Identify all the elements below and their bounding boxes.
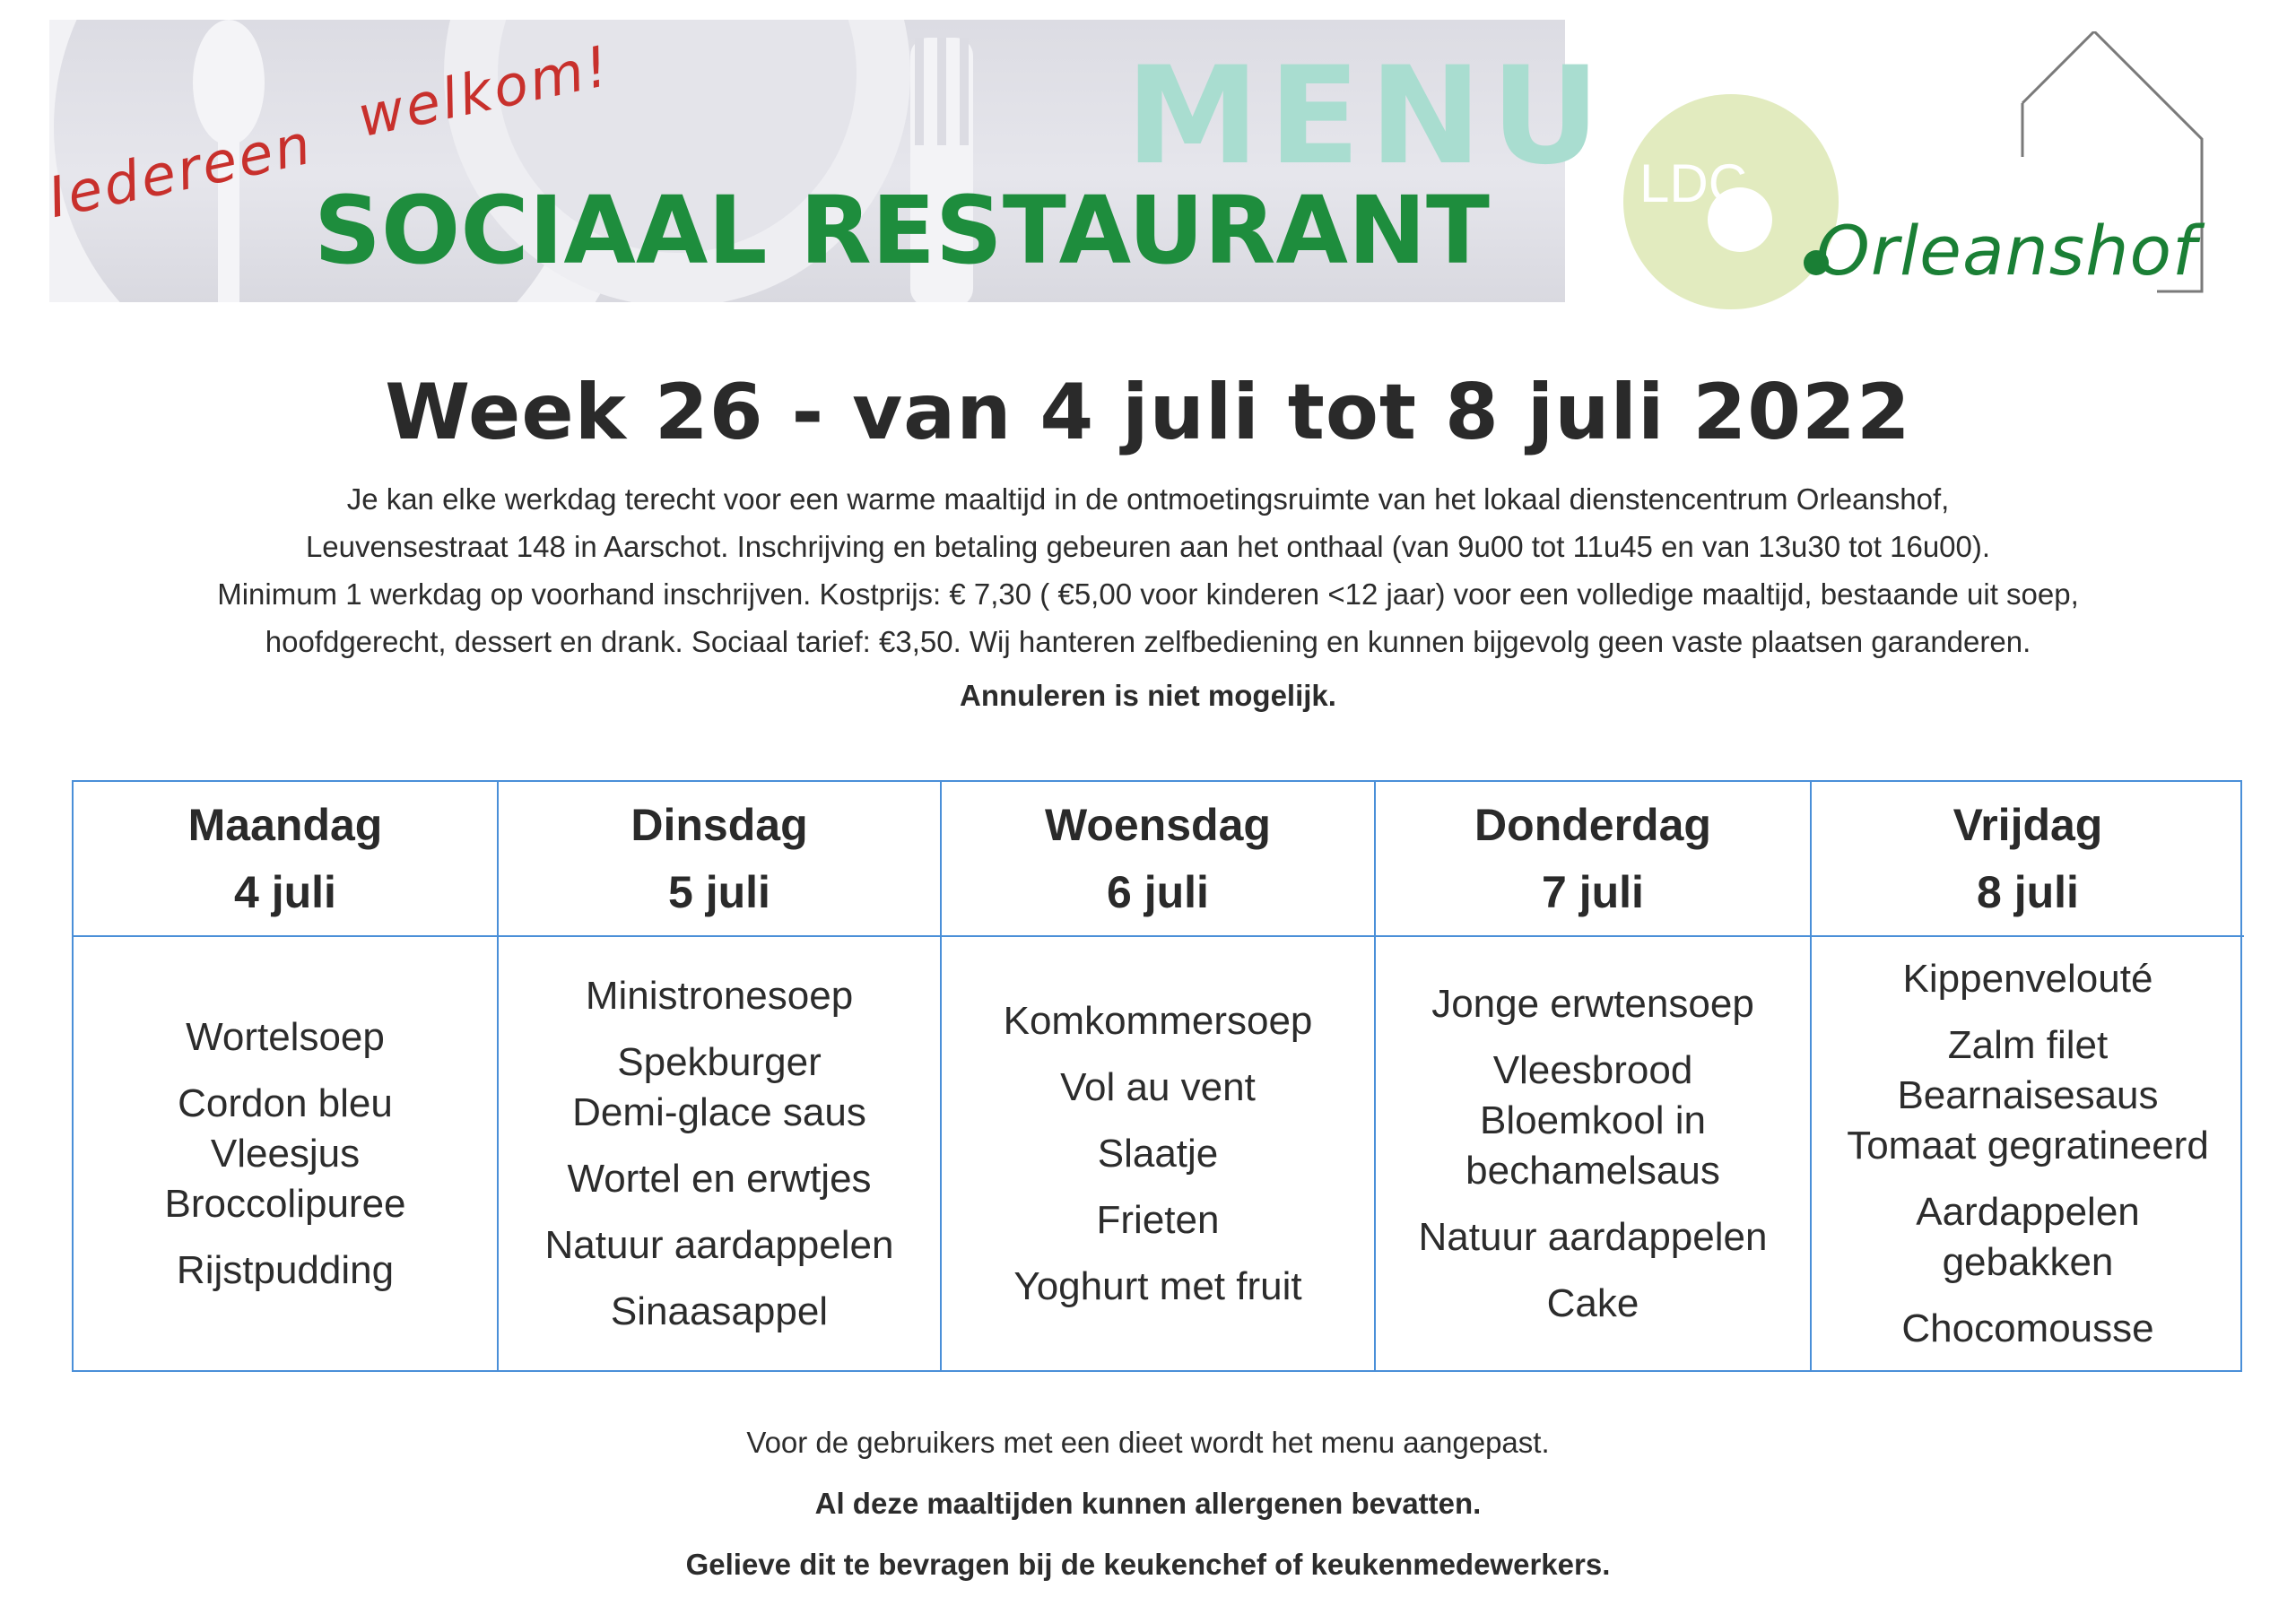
dish-group <box>1098 1129 1219 1179</box>
welcome-line-1: Iedereen <box>42 110 319 231</box>
day-date: 8 juli <box>1977 866 2079 917</box>
dish-group <box>186 1012 385 1063</box>
dish-group <box>1847 1020 2209 1171</box>
dish-item: Bloemkool in <box>1480 1098 1706 1142</box>
day-header-friday <box>1812 782 2244 937</box>
intro-line: Leuvensestraat 148 in Aarschot. Inschrijving en betaling gebeuren aan het onthaal (van 9u00 tot 11u45 en van 13u30 tot 16u00). <box>305 530 1991 563</box>
dish-group <box>1004 996 1313 1046</box>
footer-notes <box>0 1412 2296 1595</box>
dish-item: Komkommersoep <box>1003 998 1313 1043</box>
welcome-line-2: welkom! <box>352 32 617 151</box>
day-header-thursday <box>1376 782 1812 937</box>
dish-item: Wortel en erwtjes <box>567 1156 872 1201</box>
intro-text <box>54 475 2242 665</box>
dish-group <box>1916 1187 2140 1288</box>
dish-item: Yoghurt met fruit <box>1013 1263 1302 1308</box>
dish-group <box>1013 1262 1301 1312</box>
dish-group <box>1419 1212 1768 1263</box>
cancel-note: Annuleren is niet mogelijk. <box>960 679 1336 712</box>
day-date: 4 juli <box>234 866 336 917</box>
dish-item: Vleesbrood <box>1492 1047 1693 1092</box>
dish-item: gebakken <box>1942 1239 2114 1284</box>
dish-item: Demi-glace saus <box>572 1089 866 1134</box>
day-date: 5 juli <box>668 866 770 917</box>
day-name: Vrijdag <box>1952 799 2103 850</box>
dish-item: Cordon bleu <box>178 1081 393 1125</box>
dish-item: Ministronesoep <box>585 973 854 1018</box>
dishes-thursday <box>1376 937 1812 1370</box>
dish-item: Natuur aardappelen <box>1418 1214 1768 1259</box>
restaurant-heading: SOCIAAL RESTAURANT <box>314 176 1490 285</box>
dish-item: Bearnaisesaus <box>1897 1072 2159 1117</box>
dish-item: Vleesjus <box>210 1131 361 1176</box>
dish-item: Cake <box>1546 1280 1639 1325</box>
dish-group <box>1903 954 2153 1004</box>
dish-item: Rijstpudding <box>176 1247 395 1292</box>
dish-group <box>545 1220 894 1271</box>
day-header-wednesday <box>942 782 1376 937</box>
dish-item: Slaatje <box>1097 1131 1219 1176</box>
dish-group <box>1431 979 1754 1029</box>
dishes-tuesday <box>499 937 942 1370</box>
dishes-friday <box>1812 937 2244 1370</box>
dish-item: Sinaasappel <box>610 1289 829 1333</box>
logo-ldc-text: LDC <box>1639 153 1748 213</box>
week-title: Week 26 - van 4 juli tot 8 juli 2022 <box>385 368 1911 457</box>
dish-group <box>1060 1063 1256 1113</box>
dish-group <box>1465 1046 1720 1196</box>
dish-group <box>164 1079 405 1229</box>
intro-line: hoofdgerecht, dessert en drank. Sociaal tarief: €3,50. Wij hanteren zelfbediening en kunnen bijgevolg geen vaste plaatsen garanderen. <box>265 625 2031 658</box>
dish-group <box>1547 1279 1639 1329</box>
dish-item: Frieten <box>1096 1197 1220 1242</box>
dish-group <box>567 1154 871 1204</box>
dishes-wednesday <box>942 937 1376 1370</box>
dish-item: Tomaat gegratineerd <box>1847 1123 2209 1167</box>
day-header-tuesday <box>499 782 942 937</box>
dish-group <box>1097 1195 1220 1245</box>
day-name: Dinsdag <box>631 799 808 850</box>
day-header-monday <box>74 782 499 937</box>
day-name: Maandag <box>187 799 383 850</box>
dish-item: Vol au vent <box>1060 1064 1256 1109</box>
allergen-note: Al deze maaltijden kunnen allergenen bevatten. <box>814 1487 1482 1520</box>
dish-group <box>1901 1304 2153 1354</box>
dish-group <box>586 971 853 1021</box>
day-name: Donderdag <box>1474 799 1711 850</box>
dish-item: Aardappelen <box>1916 1189 2140 1234</box>
dish-item: Spekburger <box>617 1039 822 1084</box>
dish-item: Broccolipuree <box>164 1181 406 1226</box>
logo-name-text: Orleanshof <box>1816 211 2197 291</box>
dish-item: bechamelsaus <box>1465 1148 1720 1193</box>
dish-group <box>611 1287 828 1337</box>
dishes-monday <box>74 937 499 1370</box>
dish-group <box>177 1245 394 1296</box>
menu-heading: MENU <box>1126 39 1610 195</box>
intro-line: Je kan elke werkdag terecht voor een warme maaltijd in de ontmoetingsruimte van het lokaal dienstencentrum Orleanshof, <box>346 482 1950 516</box>
dish-group <box>572 1037 866 1138</box>
day-date: 7 juli <box>1542 866 1644 917</box>
weekly-menu-table <box>72 780 2242 1372</box>
day-date: 6 juli <box>1107 866 1209 917</box>
day-name: Woensdag <box>1045 799 1271 850</box>
dish-item: Natuur aardappelen <box>544 1222 894 1267</box>
dish-item: Kippenvelouté <box>1902 956 2153 1001</box>
dish-item: Chocomousse <box>1901 1306 2154 1350</box>
intro-line: Minimum 1 werkdag op voorhand inschrijven. Kostprijs: € 7,30 ( €5,00 voor kinderen <12 jaar) voor een volledige maaltijd, bestaande uit soep, <box>217 577 2079 611</box>
dish-item: Jonge erwtensoep <box>1431 981 1754 1026</box>
dish-item: Wortelsoep <box>186 1014 385 1059</box>
diet-note: Voor de gebruikers met een dieet wordt het menu aangepast. <box>746 1426 1550 1459</box>
dish-item: Zalm filet <box>1947 1022 2109 1067</box>
ask-chef-note: Gelieve dit te bevragen bij de keukenchef of keukenmedewerkers. <box>685 1548 1611 1581</box>
